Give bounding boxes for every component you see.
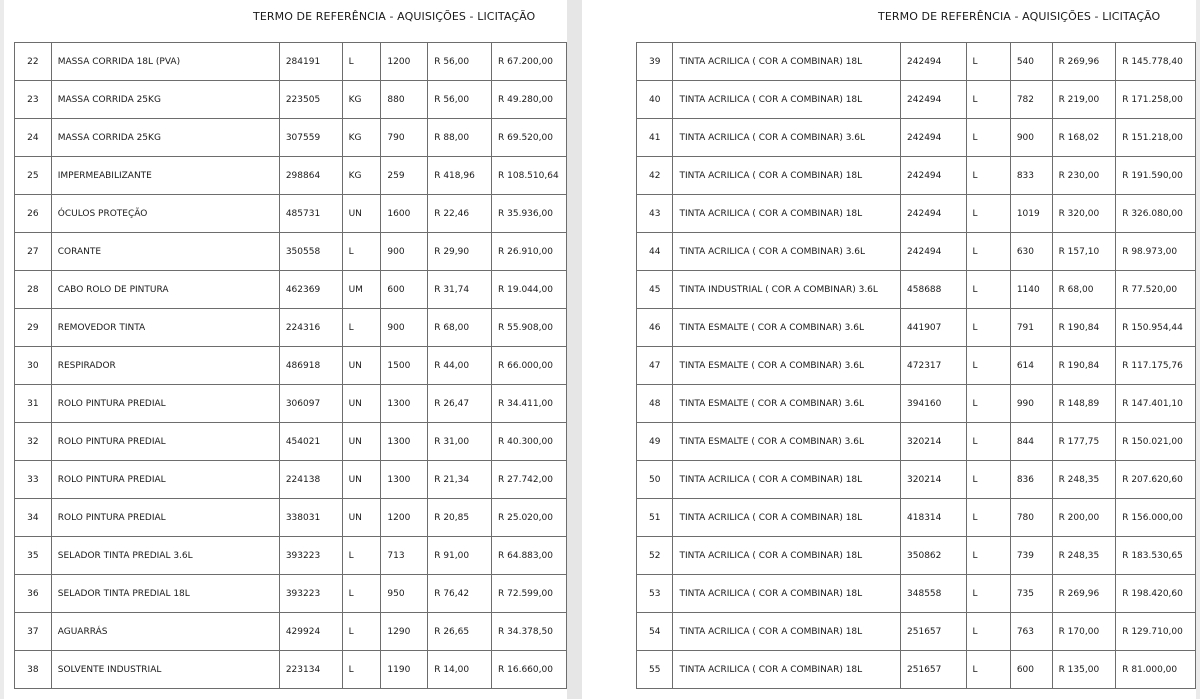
quantity-cell: 880 (381, 81, 428, 119)
item-number-cell: 36 (15, 575, 52, 613)
item-number-cell: 55 (637, 651, 673, 689)
table-row (637, 195, 1196, 233)
table-row (15, 651, 567, 689)
item-number-cell: 40 (637, 81, 673, 119)
quantity-cell: 1300 (381, 385, 428, 423)
unit-price-cell: R 21,34 (428, 461, 492, 499)
quantity-cell: 540 (1010, 43, 1052, 81)
quantity-cell: 1600 (381, 195, 428, 233)
table-row (15, 347, 567, 385)
description-cell: ROLO PINTURA PREDIAL (51, 499, 279, 537)
code-cell: 242494 (901, 119, 966, 157)
total-price-cell: R 19.044,00 (492, 271, 567, 309)
unit-cell: UN (342, 385, 381, 423)
unit-price-cell: R 31,00 (428, 423, 492, 461)
total-price-cell: R 64.883,00 (492, 537, 567, 575)
description-cell: TINTA ACRILICA ( COR A COMBINAR) 3.6L (673, 119, 901, 157)
total-price-cell: R 150.954,44 (1116, 309, 1196, 347)
unit-cell: L (966, 81, 1010, 119)
code-cell: 223505 (279, 81, 342, 119)
unit-price-cell: R 148,89 (1052, 385, 1116, 423)
code-cell: 348558 (901, 575, 966, 613)
total-price-cell: R 191.590,00 (1116, 157, 1196, 195)
table-row (637, 613, 1196, 651)
description-cell: TINTA ESMALTE ( COR A COMBINAR) 3.6L (673, 423, 901, 461)
item-number-cell: 24 (15, 119, 52, 157)
code-cell: 307559 (279, 119, 342, 157)
total-price-cell: R 72.599,00 (492, 575, 567, 613)
code-cell: 320214 (901, 461, 966, 499)
quantity-cell: 763 (1010, 613, 1052, 651)
code-cell: 251657 (901, 651, 966, 689)
total-price-cell: R 147.401,10 (1116, 385, 1196, 423)
unit-cell: L (966, 271, 1010, 309)
item-number-cell: 32 (15, 423, 52, 461)
unit-price-cell: R 190,84 (1052, 309, 1116, 347)
description-cell: TINTA ACRILICA ( COR A COMBINAR) 18L (673, 157, 901, 195)
page-divider (567, 0, 582, 699)
unit-price-cell: R 190,84 (1052, 347, 1116, 385)
description-cell: TINTA ESMALTE ( COR A COMBINAR) 3.6L (673, 309, 901, 347)
code-cell: 242494 (901, 81, 966, 119)
unit-price-cell: R 31,74 (428, 271, 492, 309)
unit-price-cell: R 269,96 (1052, 43, 1116, 81)
description-cell: TINTA ACRILICA ( COR A COMBINAR) 18L (673, 461, 901, 499)
item-number-cell: 44 (637, 233, 673, 271)
quantity-cell: 614 (1010, 347, 1052, 385)
code-cell: 350558 (279, 233, 342, 271)
description-cell: SELADOR TINTA PREDIAL 18L (51, 575, 279, 613)
unit-price-cell: R 20,85 (428, 499, 492, 537)
description-cell: IMPERMEABILIZANTE (51, 157, 279, 195)
unit-price-cell: R 29,90 (428, 233, 492, 271)
unit-cell: L (966, 43, 1010, 81)
table-row (637, 157, 1196, 195)
item-number-cell: 33 (15, 461, 52, 499)
unit-cell: L (966, 575, 1010, 613)
unit-price-cell: R 56,00 (428, 43, 492, 81)
quantity-cell: 735 (1010, 575, 1052, 613)
total-price-cell: R 150.021,00 (1116, 423, 1196, 461)
quantity-cell: 900 (381, 309, 428, 347)
table-row (15, 119, 567, 157)
quantity-cell: 782 (1010, 81, 1052, 119)
code-cell: 454021 (279, 423, 342, 461)
table-row (637, 385, 1196, 423)
total-price-cell: R 16.660,00 (492, 651, 567, 689)
total-price-cell: R 67.200,00 (492, 43, 567, 81)
table-row (15, 499, 567, 537)
table-row (15, 385, 567, 423)
item-number-cell: 46 (637, 309, 673, 347)
description-cell: AGUARRÁS (51, 613, 279, 651)
item-number-cell: 26 (15, 195, 52, 233)
quantity-cell: 600 (1010, 651, 1052, 689)
unit-cell: UN (342, 195, 381, 233)
description-cell: RESPIRADOR (51, 347, 279, 385)
quantity-cell: 1290 (381, 613, 428, 651)
total-price-cell: R 66.000,00 (492, 347, 567, 385)
item-number-cell: 39 (637, 43, 673, 81)
total-price-cell: R 35.936,00 (492, 195, 567, 233)
description-cell: SELADOR TINTA PREDIAL 3.6L (51, 537, 279, 575)
quantity-cell: 833 (1010, 157, 1052, 195)
item-number-cell: 51 (637, 499, 673, 537)
description-cell: MASSA CORRIDA 18L (PVA) (51, 43, 279, 81)
code-cell: 462369 (279, 271, 342, 309)
unit-cell: L (966, 613, 1010, 651)
unit-price-cell: R 44,00 (428, 347, 492, 385)
code-cell: 224316 (279, 309, 342, 347)
unit-price-cell: R 219,00 (1052, 81, 1116, 119)
quantity-cell: 1500 (381, 347, 428, 385)
code-cell: 224138 (279, 461, 342, 499)
quantity-cell: 780 (1010, 499, 1052, 537)
total-price-cell: R 34.411,00 (492, 385, 567, 423)
table-row (15, 575, 567, 613)
unit-price-cell: R 157,10 (1052, 233, 1116, 271)
table-row (637, 537, 1196, 575)
table-row (637, 309, 1196, 347)
unit-cell: L (966, 233, 1010, 271)
code-cell: 338031 (279, 499, 342, 537)
item-number-cell: 35 (15, 537, 52, 575)
document-title: TERMO DE REFERÊNCIA - AQUISIÇÕES - LICITAÇÃO (253, 10, 536, 23)
item-number-cell: 47 (637, 347, 673, 385)
table-row (15, 43, 567, 81)
unit-cell: L (966, 385, 1010, 423)
item-number-cell: 29 (15, 309, 52, 347)
unit-price-cell: R 269,96 (1052, 575, 1116, 613)
description-cell: TINTA ACRILICA ( COR A COMBINAR) 3.6L (673, 233, 901, 271)
total-price-cell: R 207.620,60 (1116, 461, 1196, 499)
code-cell: 393223 (279, 575, 342, 613)
description-cell: REMOVEDOR TINTA (51, 309, 279, 347)
table-row (637, 461, 1196, 499)
table-row (15, 271, 567, 309)
unit-cell: L (342, 537, 381, 575)
unit-price-cell: R 320,00 (1052, 195, 1116, 233)
table-row (637, 575, 1196, 613)
item-number-cell: 42 (637, 157, 673, 195)
description-cell: ROLO PINTURA PREDIAL (51, 461, 279, 499)
quantity-cell: 600 (381, 271, 428, 309)
quantity-cell: 990 (1010, 385, 1052, 423)
quantity-cell: 900 (381, 233, 428, 271)
quantity-cell: 259 (381, 157, 428, 195)
code-cell: 223134 (279, 651, 342, 689)
description-cell: ROLO PINTURA PREDIAL (51, 423, 279, 461)
description-cell: TINTA ESMALTE ( COR A COMBINAR) 3.6L (673, 385, 901, 423)
code-cell: 350862 (901, 537, 966, 575)
table-row (15, 157, 567, 195)
total-price-cell: R 34.378,50 (492, 613, 567, 651)
item-number-cell: 38 (15, 651, 52, 689)
item-number-cell: 27 (15, 233, 52, 271)
unit-price-cell: R 26,47 (428, 385, 492, 423)
total-price-cell: R 69.520,00 (492, 119, 567, 157)
table-row (637, 271, 1196, 309)
unit-cell: L (342, 651, 381, 689)
items-table-right (636, 42, 1196, 689)
quantity-cell: 900 (1010, 119, 1052, 157)
description-cell: TINTA ACRILICA ( COR A COMBINAR) 18L (673, 537, 901, 575)
code-cell: 429924 (279, 613, 342, 651)
unit-cell: L (342, 43, 381, 81)
unit-cell: L (342, 309, 381, 347)
code-cell: 441907 (901, 309, 966, 347)
unit-cell: UN (342, 461, 381, 499)
unit-price-cell: R 418,96 (428, 157, 492, 195)
code-cell: 284191 (279, 43, 342, 81)
table-row (637, 233, 1196, 271)
unit-price-cell: R 230,00 (1052, 157, 1116, 195)
total-price-cell: R 326.080,00 (1116, 195, 1196, 233)
table-row (15, 195, 567, 233)
item-number-cell: 37 (15, 613, 52, 651)
unit-cell: L (966, 537, 1010, 575)
unit-cell: L (966, 461, 1010, 499)
quantity-cell: 791 (1010, 309, 1052, 347)
item-number-cell: 41 (637, 119, 673, 157)
total-price-cell: R 183.530,65 (1116, 537, 1196, 575)
unit-price-cell: R 91,00 (428, 537, 492, 575)
quantity-cell: 1190 (381, 651, 428, 689)
total-price-cell: R 98.973,00 (1116, 233, 1196, 271)
total-price-cell: R 27.742,00 (492, 461, 567, 499)
item-number-cell: 30 (15, 347, 52, 385)
document-page-left (4, 0, 567, 699)
quantity-cell: 1200 (381, 499, 428, 537)
total-price-cell: R 129.710,00 (1116, 613, 1196, 651)
code-cell: 242494 (901, 195, 966, 233)
description-cell: SOLVENTE INDUSTRIAL (51, 651, 279, 689)
unit-price-cell: R 56,00 (428, 81, 492, 119)
unit-cell: KG (342, 157, 381, 195)
item-number-cell: 49 (637, 423, 673, 461)
unit-price-cell: R 68,00 (1052, 271, 1116, 309)
quantity-cell: 790 (381, 119, 428, 157)
table-row (637, 43, 1196, 81)
unit-cell: KG (342, 119, 381, 157)
description-cell: TINTA INDUSTRIAL ( COR A COMBINAR) 3.6L (673, 271, 901, 309)
table-row (15, 613, 567, 651)
unit-price-cell: R 168,02 (1052, 119, 1116, 157)
total-price-cell: R 25.020,00 (492, 499, 567, 537)
quantity-cell: 1300 (381, 423, 428, 461)
unit-price-cell: R 22,46 (428, 195, 492, 233)
description-cell: CABO ROLO DE PINTURA (51, 271, 279, 309)
table-row (15, 309, 567, 347)
table-row (15, 537, 567, 575)
item-number-cell: 54 (637, 613, 673, 651)
description-cell: MASSA CORRIDA 25KG (51, 81, 279, 119)
description-cell: ROLO PINTURA PREDIAL (51, 385, 279, 423)
description-cell: TINTA ACRILICA ( COR A COMBINAR) 18L (673, 613, 901, 651)
total-price-cell: R 171.258,00 (1116, 81, 1196, 119)
unit-cell: L (966, 309, 1010, 347)
unit-cell: L (966, 651, 1010, 689)
description-cell: MASSA CORRIDA 25KG (51, 119, 279, 157)
unit-price-cell: R 200,00 (1052, 499, 1116, 537)
code-cell: 394160 (901, 385, 966, 423)
item-number-cell: 43 (637, 195, 673, 233)
unit-cell: UM (342, 271, 381, 309)
unit-cell: L (966, 157, 1010, 195)
description-cell: TINTA ESMALTE ( COR A COMBINAR) 3.6L (673, 347, 901, 385)
table-row (15, 423, 567, 461)
unit-price-cell: R 248,35 (1052, 537, 1116, 575)
total-price-cell: R 117.175,76 (1116, 347, 1196, 385)
item-number-cell: 25 (15, 157, 52, 195)
unit-cell: UN (342, 423, 381, 461)
unit-cell: L (966, 347, 1010, 385)
description-cell: TINTA ACRILICA ( COR A COMBINAR) 18L (673, 575, 901, 613)
table-row (637, 499, 1196, 537)
unit-price-cell: R 68,00 (428, 309, 492, 347)
document-title: TERMO DE REFERÊNCIA - AQUISIÇÕES - LICITAÇÃO (878, 10, 1161, 23)
document-page-right (582, 0, 1196, 699)
unit-cell: L (966, 119, 1010, 157)
description-cell: ÓCULOS PROTEÇÃO (51, 195, 279, 233)
unit-cell: L (966, 499, 1010, 537)
code-cell: 486918 (279, 347, 342, 385)
unit-price-cell: R 248,35 (1052, 461, 1116, 499)
unit-cell: KG (342, 81, 381, 119)
description-cell: CORANTE (51, 233, 279, 271)
total-price-cell: R 77.520,00 (1116, 271, 1196, 309)
quantity-cell: 1019 (1010, 195, 1052, 233)
unit-price-cell: R 14,00 (428, 651, 492, 689)
total-price-cell: R 145.778,40 (1116, 43, 1196, 81)
description-cell: TINTA ACRILICA ( COR A COMBINAR) 18L (673, 81, 901, 119)
total-price-cell: R 156.000,00 (1116, 499, 1196, 537)
unit-cell: L (342, 613, 381, 651)
quantity-cell: 1300 (381, 461, 428, 499)
code-cell: 242494 (901, 233, 966, 271)
unit-price-cell: R 26,65 (428, 613, 492, 651)
quantity-cell: 739 (1010, 537, 1052, 575)
items-table-left (14, 42, 567, 689)
code-cell: 458688 (901, 271, 966, 309)
quantity-cell: 836 (1010, 461, 1052, 499)
total-price-cell: R 108.510,64 (492, 157, 567, 195)
code-cell: 472317 (901, 347, 966, 385)
code-cell: 418314 (901, 499, 966, 537)
table-row (637, 423, 1196, 461)
quantity-cell: 713 (381, 537, 428, 575)
unit-price-cell: R 170,00 (1052, 613, 1116, 651)
unit-cell: L (966, 423, 1010, 461)
item-number-cell: 48 (637, 385, 673, 423)
unit-cell: L (966, 195, 1010, 233)
total-price-cell: R 40.300,00 (492, 423, 567, 461)
description-cell: TINTA ACRILICA ( COR A COMBINAR) 18L (673, 195, 901, 233)
item-number-cell: 31 (15, 385, 52, 423)
code-cell: 306097 (279, 385, 342, 423)
total-price-cell: R 49.280,00 (492, 81, 567, 119)
total-price-cell: R 151.218,00 (1116, 119, 1196, 157)
item-number-cell: 34 (15, 499, 52, 537)
quantity-cell: 1140 (1010, 271, 1052, 309)
quantity-cell: 1200 (381, 43, 428, 81)
item-number-cell: 53 (637, 575, 673, 613)
total-price-cell: R 55.908,00 (492, 309, 567, 347)
table-row (15, 461, 567, 499)
code-cell: 251657 (901, 613, 966, 651)
unit-cell: UN (342, 347, 381, 385)
table-row (637, 651, 1196, 689)
table-row (637, 81, 1196, 119)
unit-price-cell: R 88,00 (428, 119, 492, 157)
code-cell: 298864 (279, 157, 342, 195)
quantity-cell: 844 (1010, 423, 1052, 461)
total-price-cell: R 81.000,00 (1116, 651, 1196, 689)
description-cell: TINTA ACRILICA ( COR A COMBINAR) 18L (673, 43, 901, 81)
table-row (15, 81, 567, 119)
table-row (637, 119, 1196, 157)
table-row (637, 347, 1196, 385)
unit-price-cell: R 76,42 (428, 575, 492, 613)
code-cell: 485731 (279, 195, 342, 233)
unit-cell: L (342, 233, 381, 271)
description-cell: TINTA ACRILICA ( COR A COMBINAR) 18L (673, 651, 901, 689)
item-number-cell: 22 (15, 43, 52, 81)
total-price-cell: R 198.420,60 (1116, 575, 1196, 613)
item-number-cell: 50 (637, 461, 673, 499)
code-cell: 320214 (901, 423, 966, 461)
item-number-cell: 45 (637, 271, 673, 309)
description-cell: TINTA ACRILICA ( COR A COMBINAR) 18L (673, 499, 901, 537)
item-number-cell: 28 (15, 271, 52, 309)
quantity-cell: 950 (381, 575, 428, 613)
table-row (15, 233, 567, 271)
quantity-cell: 630 (1010, 233, 1052, 271)
item-number-cell: 23 (15, 81, 52, 119)
unit-cell: UN (342, 499, 381, 537)
unit-price-cell: R 135,00 (1052, 651, 1116, 689)
unit-price-cell: R 177,75 (1052, 423, 1116, 461)
total-price-cell: R 26.910,00 (492, 233, 567, 271)
code-cell: 242494 (901, 157, 966, 195)
unit-cell: L (342, 575, 381, 613)
code-cell: 393223 (279, 537, 342, 575)
item-number-cell: 52 (637, 537, 673, 575)
code-cell: 242494 (901, 43, 966, 81)
